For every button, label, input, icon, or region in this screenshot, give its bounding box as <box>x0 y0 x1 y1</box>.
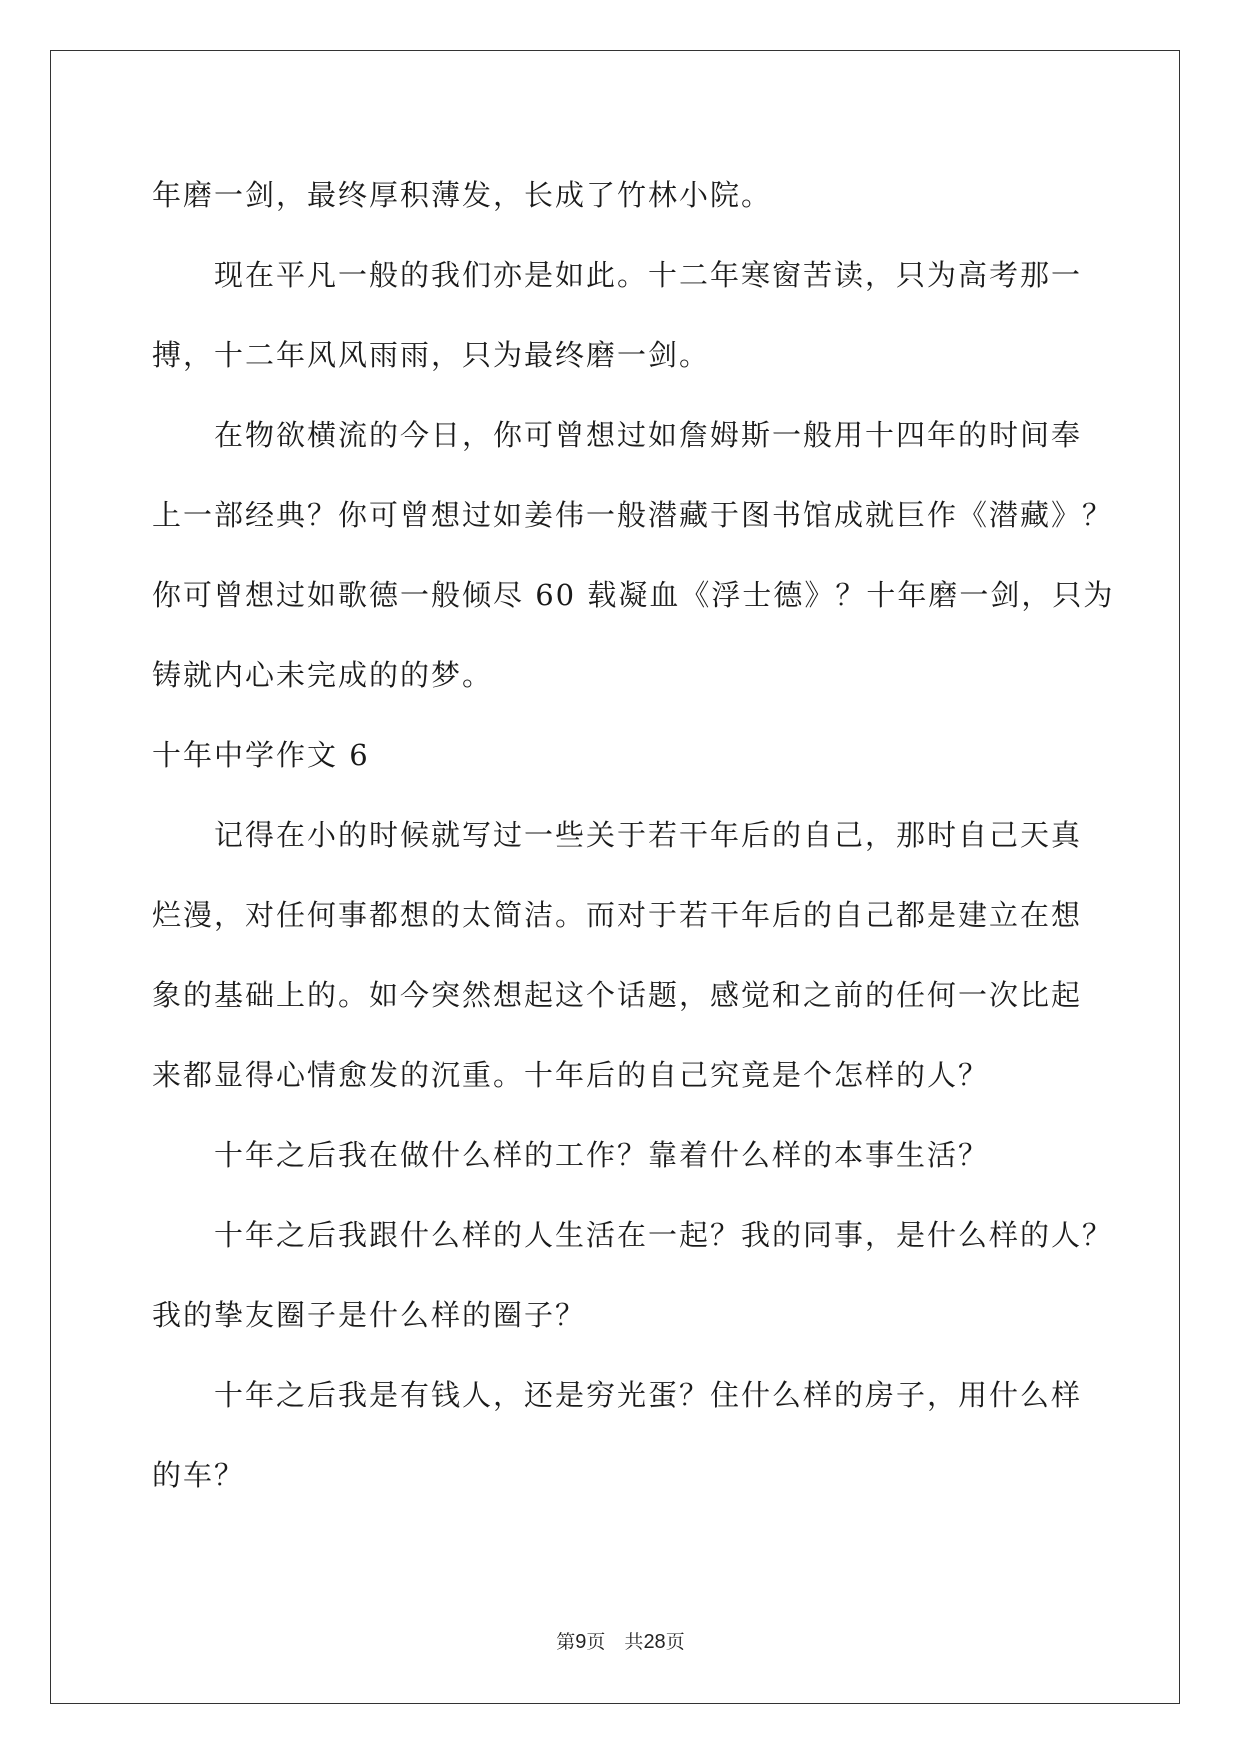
text-line-6: 你可曾想过如歌德一般倾尽 60 载凝血《浮士德》？十年磨一剑，只为 <box>152 578 1115 612</box>
total-page-count: 28 <box>643 1631 666 1653</box>
footer-middle: 页 共 <box>586 1631 644 1653</box>
text-line-15: 我的挚友圈子是什么样的圈子？ <box>152 1298 587 1332</box>
current-page-number: 9 <box>575 1631 587 1653</box>
text-line-7: 铸就内心未完成的的梦。 <box>152 658 494 692</box>
text-line-3: 搏，十二年风风雨雨，只为最终磨一剑。 <box>152 338 711 372</box>
text-line-12: 来都显得心情愈发的沉重。十年后的自己究竟是个怎样的人？ <box>152 1058 990 1092</box>
text-line-4: 在物欲横流的今日，你可曾想过如詹姆斯一般用十四年的时间奉 <box>214 418 1083 452</box>
text-line-9: 记得在小的时候就写过一些关于若干年后的自己，那时自己天真 <box>214 818 1083 852</box>
text-line-11: 象的基础上的。如今突然想起这个话题，感觉和之前的任何一次比起 <box>152 978 1083 1012</box>
text-line-17: 的车？ <box>152 1458 246 1492</box>
footer-prefix: 第 <box>556 1631 576 1653</box>
text-line-16: 十年之后我是有钱人，还是穷光蛋？住什么样的房子，用什么样 <box>214 1378 1083 1412</box>
document-body <box>152 155 1115 1515</box>
page-footer <box>0 1627 1241 1654</box>
text-line-14: 十年之后我跟什么样的人生活在一起？我的同事，是什么样的人？ <box>214 1218 1114 1252</box>
footer-suffix: 页 <box>665 1631 685 1653</box>
text-line-10: 烂漫，对任何事都想的太简洁。而对于若干年后的自己都是建立在想 <box>152 898 1083 932</box>
text-line-5: 上一部经典？你可曾想过如姜伟一般潜藏于图书馆成就巨作《潜藏》？ <box>152 498 1114 532</box>
text-line-13: 十年之后我在做什么样的工作？靠着什么样的本事生活？ <box>214 1138 990 1172</box>
section-heading: 十年中学作文 6 <box>152 738 370 772</box>
text-line-1: 年磨一剑，最终厚积薄发，长成了竹林小院。 <box>152 178 773 212</box>
text-line-2: 现在平凡一般的我们亦是如此。十二年寒窗苦读，只为高考那一 <box>214 258 1083 292</box>
